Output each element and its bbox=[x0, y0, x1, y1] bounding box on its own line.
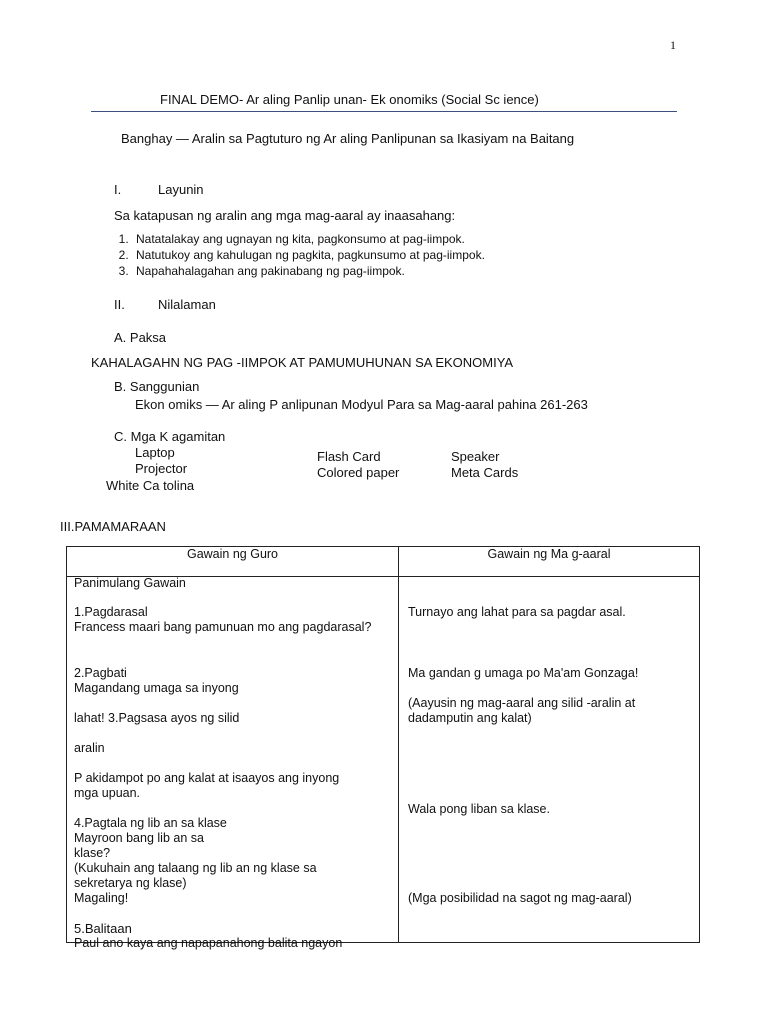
section-3-title: III.PAMAMARAAN bbox=[60, 519, 166, 534]
magaaral-cell bbox=[399, 577, 700, 943]
liban-line: sekretarya ng klase) bbox=[74, 876, 187, 890]
document-title: FINAL DEMO- Ar aling Panlip unan- Ek onomiks (Social Sc ience) bbox=[160, 92, 539, 107]
paksa-value: KAHALAGAHN NG PAG -IIMPOK AT PAMUMUHUNAN SA EKONOMIYA bbox=[91, 355, 514, 370]
objectives-intro: Sa katapusan ng aralin ang mga mag-aaral ay inaasahang: bbox=[114, 208, 456, 223]
material-cartolina: White Ca tolina bbox=[106, 478, 195, 493]
objectives-list bbox=[114, 231, 485, 279]
objective-item: 1. Natatalakay ang ugnayan ng kita, pagkonsumo at pag-iimpok. bbox=[132, 231, 485, 247]
paksa-label: A. Paksa bbox=[114, 330, 167, 345]
material-laptop: Laptop bbox=[135, 445, 175, 460]
liban-title: 4.Pagtala ng lib an sa klase bbox=[74, 816, 227, 830]
response-line: Ma gandan g umaga po Ma'am Gonzaga! bbox=[408, 666, 639, 680]
material-meta-cards: Meta Cards bbox=[451, 465, 519, 480]
response-line: (Aayusin ng mag-aaral ang silid -aralin at bbox=[408, 696, 636, 710]
balitaan-title: 5.Balitaan bbox=[74, 921, 132, 936]
section-2-title: Nilalaman bbox=[158, 297, 216, 312]
panimula-heading: Panimulang Gawain bbox=[74, 576, 186, 590]
procedure-table bbox=[66, 546, 700, 943]
title-divider bbox=[91, 111, 677, 112]
response-line: (Mga posibilidad na sagot ng mag-aaral) bbox=[408, 891, 632, 905]
section-2-number: II. bbox=[114, 297, 125, 312]
page-number: 1 bbox=[670, 38, 676, 52]
material-speaker: Speaker bbox=[451, 449, 500, 464]
material-colored-paper: Colored paper bbox=[317, 465, 400, 480]
pagdarasal-text: Francess maari bang pamunuan mo ang pagdarasal? bbox=[74, 620, 372, 634]
pagbati-line: lahat! 3.Pagsasa ayos ng silid bbox=[74, 711, 240, 725]
pagbati-line: Magandang umaga sa inyong bbox=[74, 681, 239, 695]
objective-item: 2. Natutukoy ang kahulugan ng pagkita, pagkunsumo at pag-iimpok. bbox=[132, 247, 485, 263]
material-projector: Projector bbox=[135, 461, 188, 476]
section-1-title: Layunin bbox=[158, 182, 204, 197]
lesson-plan-subtitle: Banghay — Aralin sa Pagtuturo ng Ar aling Panlipunan sa Ikasiyam na Baitang bbox=[121, 131, 575, 146]
material-flash-card: Flash Card bbox=[317, 449, 381, 464]
section-1-number: I. bbox=[114, 182, 122, 197]
table-header-guro: Gawain ng Guro bbox=[67, 547, 399, 577]
pagbati-title: 2.Pagbati bbox=[74, 666, 127, 680]
liban-line: klase? bbox=[74, 846, 111, 860]
response-line: Turnayo ang lahat para sa pagdar asal. bbox=[408, 605, 626, 619]
ayos-line: mga upuan. bbox=[74, 786, 141, 800]
liban-line: Mayroon bang lib an sa bbox=[74, 831, 204, 845]
pagdarasal-title: 1.Pagdarasal bbox=[74, 605, 148, 619]
objective-item: 3. Napahahalagahan ang pakinabang ng pag-iimpok. bbox=[132, 263, 485, 279]
liban-line: Magaling! bbox=[74, 891, 129, 905]
table-row bbox=[67, 577, 700, 943]
sanggunian-label: B. Sanggunian bbox=[114, 379, 200, 394]
table-header-magaaral: Gawain ng Ma g-aaral bbox=[399, 547, 700, 577]
balitaan-question: Paul ano kaya ang napapanahong balita ngayon bbox=[74, 936, 343, 950]
ayos-line: P akidampot po ang kalat at isaayos ang inyong bbox=[74, 771, 340, 785]
sanggunian-value: Ekon omiks — Ar aling P anlipunan Modyul Para sa Mag-aaral pahina 261-263 bbox=[135, 397, 588, 412]
response-line: dadamputin ang kalat) bbox=[408, 711, 532, 725]
pagbati-line: aralin bbox=[74, 741, 105, 755]
liban-line: (Kukuhain ang talaang ng lib an ng klase sa bbox=[74, 861, 317, 875]
table-header-row bbox=[67, 547, 700, 577]
guro-cell bbox=[67, 577, 399, 943]
response-line: Wala pong liban sa klase. bbox=[408, 802, 550, 816]
kagamitan-label: C. Mga K agamitan bbox=[114, 429, 226, 444]
